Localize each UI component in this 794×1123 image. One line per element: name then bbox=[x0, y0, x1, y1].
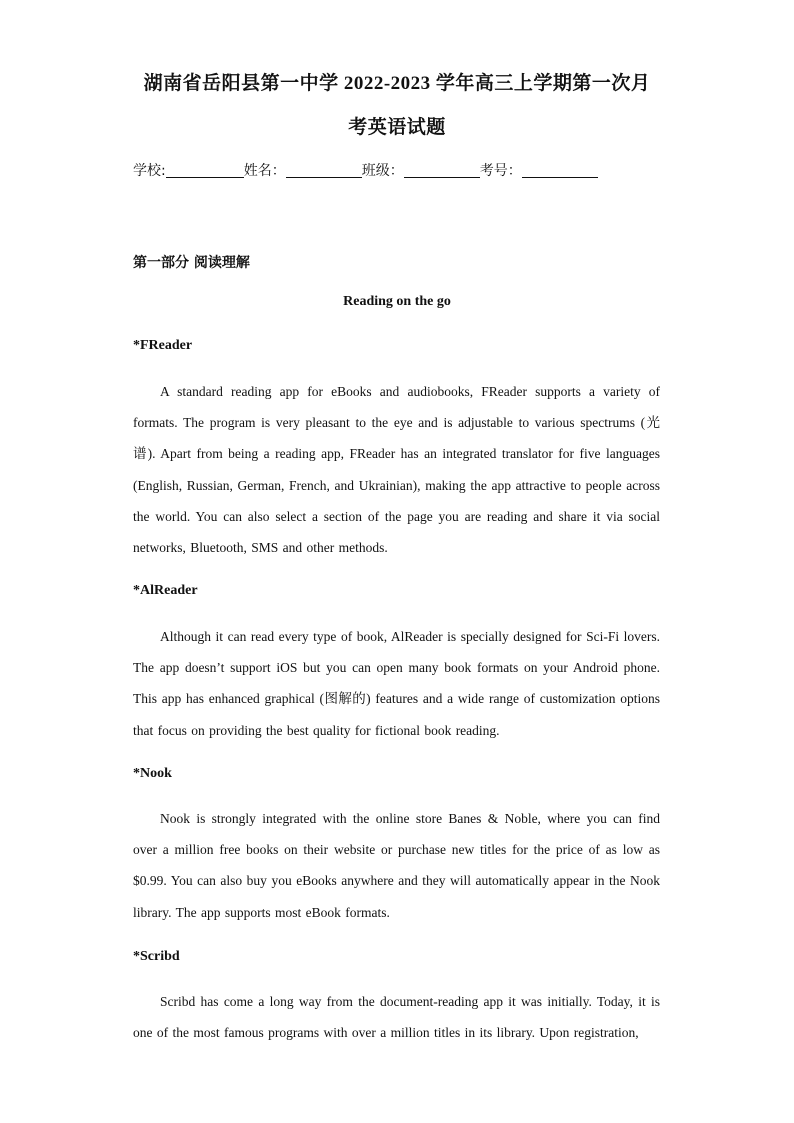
name-label: 姓名： bbox=[243, 163, 286, 179]
class-label: 班级： bbox=[361, 163, 404, 179]
exam-number-blank[interactable] bbox=[522, 163, 598, 178]
student-info-fields bbox=[133, 160, 598, 180]
app-heading-nook: *Nook bbox=[133, 766, 172, 781]
app-heading-scribd: *Scribd bbox=[133, 949, 180, 964]
exam-title-line-2: 考英语试题 bbox=[348, 117, 446, 138]
app-paragraph-scribd: Scribd has come a long way from the document-reading app it was initially. Today, it is one of the most famous programs with over a million titles in its library. Upon registration, bbox=[133, 994, 660, 1041]
class-blank[interactable] bbox=[404, 163, 480, 178]
reading-title: Reading on the go bbox=[343, 294, 451, 309]
section-heading: 第一部分 阅读理解 bbox=[133, 255, 250, 271]
app-paragraph-nook: Nook is strongly integrated with the online store Banes & Noble, where you can find over a million free books on their website or purchase new titles for the price of as low as $0.99. You can also buy you eBooks anywhere and they will automatically appear in the Nook library. The app supports most eBook formats. bbox=[133, 811, 660, 920]
app-heading-alreader: *AlReader bbox=[133, 583, 198, 598]
exam-number-label: 考号： bbox=[479, 163, 522, 179]
app-heading-freader: *FReader bbox=[133, 338, 193, 353]
school-blank[interactable] bbox=[166, 163, 244, 178]
exam-title-line-1: 湖南省岳阳县第一中学 2022-2023 学年高三上学期第一次月 bbox=[143, 73, 651, 94]
name-blank[interactable] bbox=[286, 163, 362, 178]
app-paragraph-alreader: Although it can read every type of book, AlReader is specially designed for Sci-Fi lovers. The app doesn’t support iOS but you can open many book formats on your Android phone. This app has enhanced graphical (图解的) features and a wide range of customization options that focus on providing the best quality for fictional book reading. bbox=[133, 629, 660, 738]
school-label: 学校: bbox=[133, 163, 166, 179]
app-paragraph-freader: A standard reading app for eBooks and audiobooks, FReader supports a variety of formats. The program is very pleasant to the eye and is adjustable to various spectrums (光谱). Apart from being a reading app, FReader has an integrated translator for five languages (English, Russian, German, French, and Ukrainian), making the app attractive to people across the world. You can also select a section of the page you are reading and share it via social networks, Bluetooth, SMS and other methods. bbox=[133, 384, 660, 556]
